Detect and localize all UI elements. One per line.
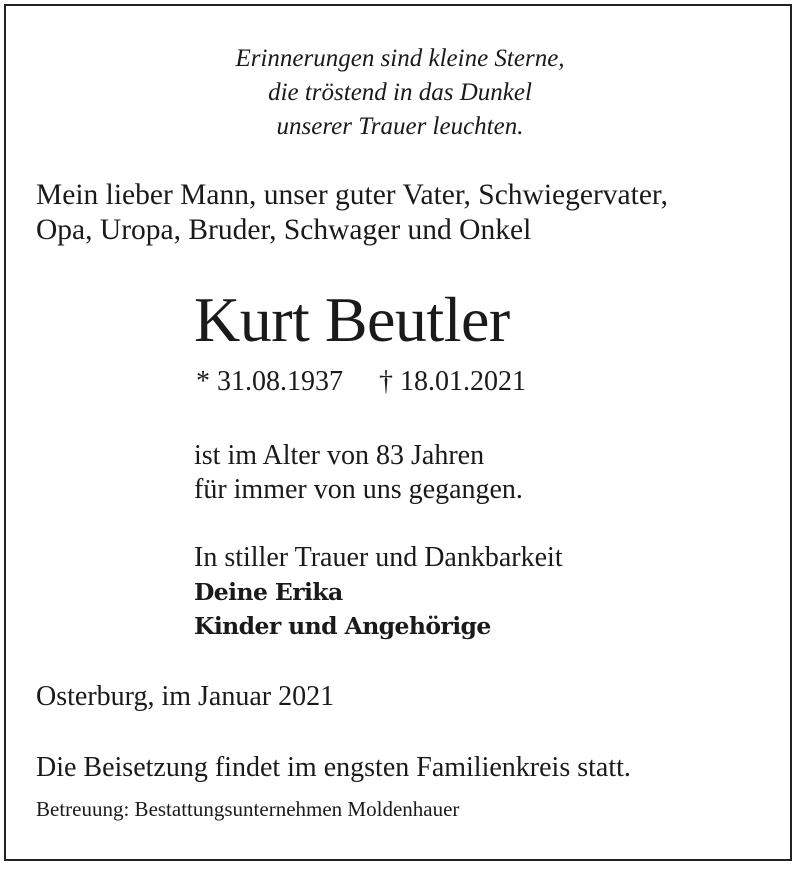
mourner-name: Deine Erika bbox=[194, 578, 343, 606]
age-statement bbox=[194, 439, 523, 507]
age-line: ist im Alter von 83 Jahren bbox=[194, 440, 485, 471]
life-dates bbox=[196, 365, 526, 399]
memorial-poem bbox=[0, 42, 800, 144]
mourner-name: Kinder und Angehörige bbox=[194, 612, 491, 640]
mourners-intro: In stiller Trauer und Dankbarkeit bbox=[194, 542, 563, 573]
death-date: † 18.01.2021 bbox=[379, 366, 526, 397]
intro-line: Opa, Uropa, Bruder, Schwager und Onkel bbox=[36, 214, 532, 246]
poem-line: Erinnerungen sind kleine Sterne, bbox=[235, 45, 565, 72]
deceased-name: Kurt Beutler bbox=[194, 284, 510, 355]
birth-date: * 31.08.1937 bbox=[196, 366, 343, 397]
age-line: für immer von uns gegangen. bbox=[194, 474, 523, 505]
funeral-note: Die Beisetzung findet im engsten Familienkreis statt. bbox=[36, 752, 631, 783]
relationship-intro bbox=[36, 178, 668, 248]
mourners-block bbox=[194, 541, 563, 643]
intro-line: Mein lieber Mann, unser guter Vater, Schwiegervater, bbox=[36, 179, 668, 211]
poem-line: unserer Trauer leuchten. bbox=[276, 113, 524, 140]
place-and-date: Osterburg, im Januar 2021 bbox=[36, 681, 335, 712]
undertaker-note: Betreuung: Bestattungsunternehmen Moldenhauer bbox=[36, 797, 460, 821]
poem-line: die tröstend in das Dunkel bbox=[268, 79, 532, 106]
